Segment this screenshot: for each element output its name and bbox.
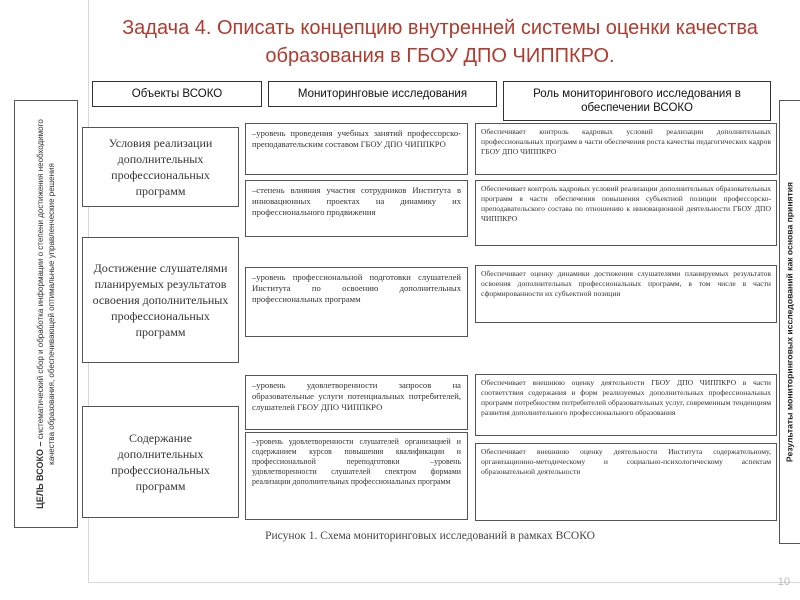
results-text: Результаты мониторинговых исследований как основа принятия [784, 181, 795, 463]
monitoring-item-4: –уровень удовлетворенности запросов на образовательные услуги потенциальных потребителей, слушателей ГБОУ ДПО ЧИППКРО [245, 375, 468, 430]
results-vertical-box [779, 100, 800, 544]
object-achievement: Достижение слушателями планируемых результатов освоения дополнительных профессиональных программ [82, 237, 239, 363]
role-item-4: Обеспечивает внешнюю оценку деятельности ГБОУ ДПО ЧИППКРО в части соответствия содержания и форм реализуемых дополнительных профессиональных программ потребностям потребителей образовательных услуг, современным тенденциям развития дополнительного профессионального образования [475, 374, 777, 436]
goal-description: систематический сбор и обработка информации о степени достижения необходимого качества образования, обеспечивающей оптимальные управленческие решения [36, 119, 56, 465]
figure-caption: Рисунок 1. Схема мониторинговых исследований в рамках ВСОКО [265, 530, 595, 542]
monitoring-item-1: –уровень проведения учебных занятий профессорско-преподавательским составом ГБОУ ДПО ЧИППКРО [245, 123, 468, 175]
goal-bold: ЦЕЛЬ ВСОКО – [35, 441, 45, 509]
object-conditions: Условия реализации дополнительных профессиональных программ [82, 127, 239, 207]
page-number: 10 [777, 576, 790, 588]
monitoring-item-3: –уровень профессиональной подготовки слушателей Института по освоению дополнительных профессиональных программ [245, 267, 468, 337]
role-item-5: Обеспечивает внешнюю оценку деятельности Института содержательному, организационно-методическому и социально-психологическому аспектам образовательной деятельности [475, 443, 777, 521]
object-content: Содержание дополнительных профессиональных программ [82, 406, 239, 518]
header-role: Роль мониторингового исследования в обеспечении ВСОКО [503, 81, 771, 121]
header-monitoring: Мониторинговые исследования [268, 81, 497, 107]
header-objects: Объекты ВСОКО [92, 81, 262, 107]
monitoring-item-2: –степень влияния участия сотрудников Института в инновационных проектах на динамику их профессионального продвижения [245, 180, 468, 237]
slide-title: Задача 4. Описать концепцию внутренней системы оценки качества образования в ГБОУ ДПО ЧИППКРО. [122, 17, 758, 67]
role-item-3: Обеспечивает оценку динамики достижения слушателями планируемых результатов освоения дополнительных профессиональных программ, в том числе в части сформированности их субъектной позиции [475, 265, 777, 323]
role-item-2: Обеспечивает контроль кадровых условий реализации дополнительных образовательных программ в части обеспечения повышения субъектной позиции профессорско-преподавательского состава по отношению к инновационной деятельности ГБОУ ДПО ЧИППКРО [475, 180, 777, 246]
goal-text [35, 104, 57, 524]
role-item-1: Обеспечивает контроль кадровых условий реализации дополнительных профессиональных программ в части обеспечения роста качества педагогических кадров ГБОУ ДПО ЧИППКРО [475, 123, 777, 175]
slide-frame-bottom [88, 582, 800, 583]
goal-vertical-box [14, 100, 78, 528]
monitoring-item-5: –уровень удовлетворенности слушателей организацией и содержанием курсов повышения квалификации и профессиональной переподготовки –уровень удовлетворенности слушателей спектром формами реализации дополнительных профессиональных программ [245, 432, 468, 520]
